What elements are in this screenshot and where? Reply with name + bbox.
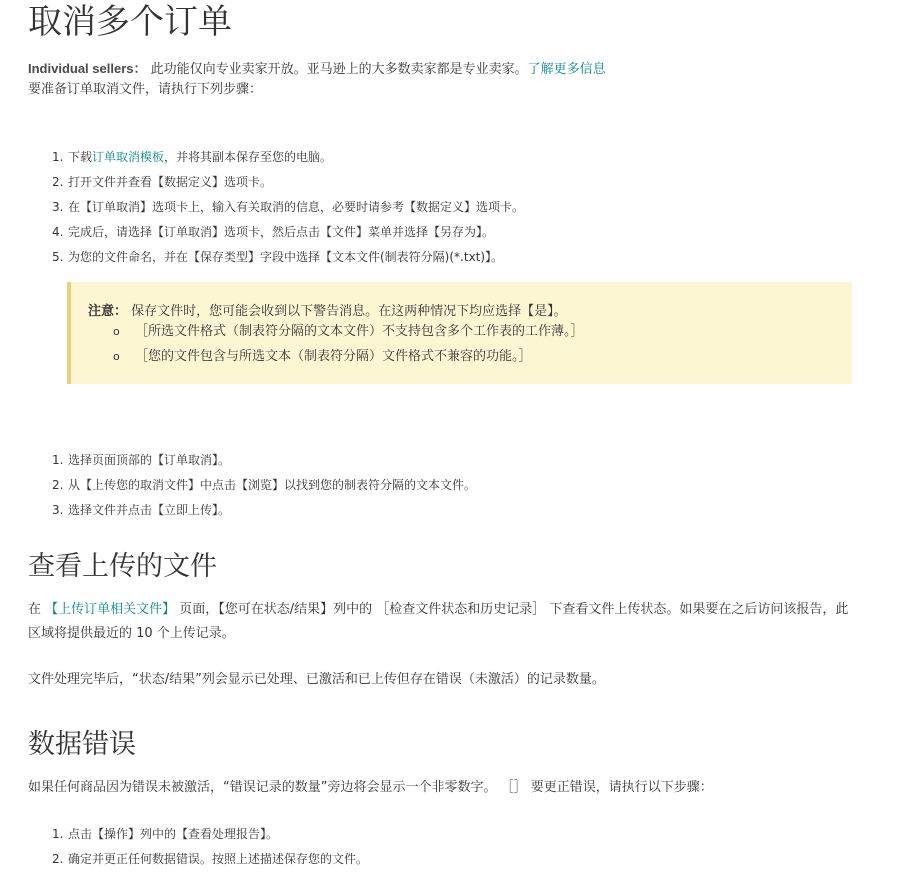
prepare-steps-list bbox=[52, 145, 524, 270]
list-item: 2. 从【上传您的取消文件】中点击【浏览】以找到您的制表符分隔的文本文件。 bbox=[52, 478, 477, 492]
note-callout bbox=[67, 282, 852, 384]
status-results-paragraph: 文件处理完毕后，“状态/结果”列会显示已处理、已激活和已上传但存在错误（未激活）的记录数量。 bbox=[28, 672, 605, 687]
individual-sellers-label: Individual sellers： bbox=[28, 61, 147, 76]
list-item: 2. 打开文件并查看【数据定义】选项卡。 bbox=[52, 175, 273, 189]
intro-instructions: 要准备订单取消文件，请执行下列步骤： bbox=[28, 82, 263, 97]
intro-line bbox=[28, 59, 606, 80]
list-item: 4. 完成后，请选择【订单取消】选项卡，然后点击【文件】菜单并选择【另存为】。 bbox=[52, 225, 495, 239]
list-item: 3. 在【订单取消】选项卡上，输入有关取消的信息，必要时请参考【数据定义】选项卡。 bbox=[52, 200, 525, 214]
section-heading-data-errors: 数据错误 bbox=[28, 729, 136, 760]
bullet-icon: o bbox=[113, 325, 120, 338]
page-title: 取消多个订单 bbox=[28, 2, 232, 42]
section-heading-view-uploads: 查看上传的文件 bbox=[28, 551, 217, 582]
list-item: 2. 确定并更正任何数据错误。按照上述描述保存您的文件。 bbox=[52, 852, 369, 866]
upload-files-page-link[interactable]: 【上传订单相关文件】 bbox=[45, 602, 176, 617]
list-item: 3. 选择文件并点击【立即上传】。 bbox=[52, 503, 231, 517]
upload-steps-list bbox=[52, 448, 476, 523]
note-label: 注意： bbox=[88, 304, 128, 319]
warning-list bbox=[113, 319, 584, 369]
list-item: o ［所选文件格式（制表符分隔的文本文件）不支持包含多个工作表的工作薄。］ bbox=[113, 319, 584, 344]
note-text: 保存文件时，您可能会收到以下警告消息。在这两种情况下均应选择【是】。 bbox=[127, 304, 567, 319]
bullet-icon: o bbox=[113, 350, 120, 363]
list-item: 1. 选择页面顶部的【订单取消】。 bbox=[52, 453, 231, 467]
list-item: o ［您的文件包含与所选文本（制表符分隔）文件格式不兼容的功能。］ bbox=[113, 344, 584, 369]
intro-text: 此功能仅向专业卖家开放。亚马逊上的大多数卖家都是专业卖家。 bbox=[146, 62, 528, 77]
error-steps-list bbox=[52, 822, 368, 872]
list-item: 5. 为您的文件命名，并在【保存类型】字段中选择【文本文件(制表符分隔)(*.txt)】。 bbox=[52, 250, 504, 264]
cancel-template-link[interactable]: 订单取消模板 bbox=[92, 150, 165, 164]
data-errors-paragraph: 如果任何商品因为错误未被激活，“错误记录的数量”旁边将会显示一个非零数字。 ［］ 要更正错误，请执行以下步骤： bbox=[28, 780, 713, 795]
view-uploads-paragraph: 在 【上传订单相关文件】 页面，【您可在状态/结果】列中的 ［检查文件状态和历史记录］ 下查看文件上传状态。如果要在之后访问该报告，此区域将提供最近的 10 个上传记录。 bbox=[28, 602, 849, 641]
list-item: 1. 下载订单取消模板，并将其副本保存至您的电脑。 bbox=[52, 150, 333, 164]
learn-more-link[interactable]: 了解更多信息 bbox=[527, 62, 606, 77]
list-item: 1. 点击【操作】列中的【查看处理报告】。 bbox=[52, 827, 279, 841]
note-heading bbox=[88, 300, 567, 319]
